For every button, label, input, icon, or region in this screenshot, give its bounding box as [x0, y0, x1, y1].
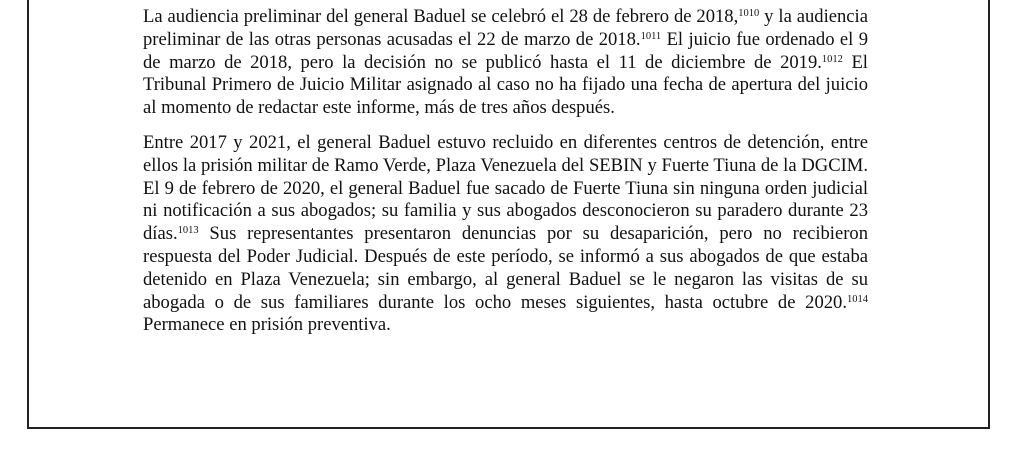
text-segment: Entre 2017 y 2021, el general Baduel estuvo recluido en diferentes centros de detención, entre ellos la prisión militar de Ramo Verde, Plaza Venezuela del SEBIN y Fuerte Tiuna de la DGCIM. El 9 de febrero de 2020, el general Baduel fue sacado de Fuerte Tiuna sin ninguna orden judicial ni notificación a sus abogados; su familia y sus abogados desconocieron su paradero durante 23 días. [143, 131, 868, 245]
footnote-ref[interactable]: 1013 [177, 225, 199, 237]
text-segment: Permanece en prisión preventiva. [143, 314, 391, 336]
text-segment: Sus representantes presentaron denuncias por su desaparición, pero no recibieron respuesta del Poder Judicial. Después de este período, se informó a sus abogados de que estaba detenido en Plaza Venezuela; sin embargo, al general Baduel se le negaron las visitas de su abogada o de sus familiares durante los ocho meses siguientes, hasta octubre de 2020. [143, 223, 868, 313]
paragraph-1 [143, 6, 868, 120]
text-segment: La audiencia preliminar del general Baduel se celebró el 28 de febrero de 2018, [143, 6, 739, 27]
paragraph-2 [143, 132, 868, 337]
footnote-ref[interactable]: 1011 [640, 30, 662, 42]
document-body [143, 6, 868, 337]
footnote-ref[interactable]: 1010 [738, 8, 760, 19]
text-segment: El Tribunal Primero de Juicio Militar asignado al caso no ha fijado una fecha de apertura del juicio al momento de redactar este informe, más de tres años después. [143, 51, 868, 119]
text-segment: y la audiencia preliminar de las otras personas acusadas el 22 de marzo de 2018. [143, 6, 868, 50]
text-segment: El juicio fue ordenado el 9 de marzo de 2018, pero la decisión no se publicó hasta el 11 de diciembre de 2019. [143, 28, 868, 73]
footnote-ref[interactable]: 1012 [821, 53, 843, 65]
footnote-ref[interactable]: 1014 [847, 293, 868, 305]
